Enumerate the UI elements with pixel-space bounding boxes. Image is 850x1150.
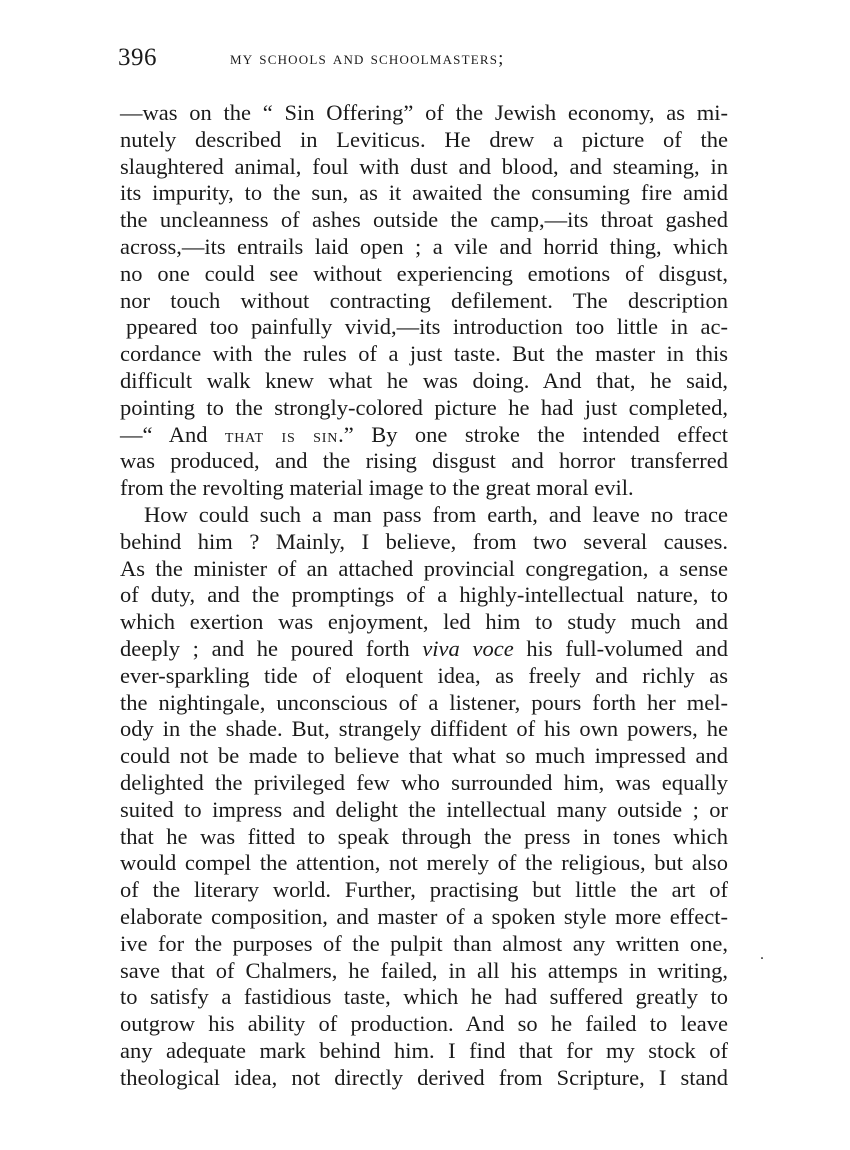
- line-text-end: .” By one stroke the intended effect: [338, 421, 728, 447]
- running-title: my schools and schoolmasters;: [230, 48, 505, 69]
- text-line: How could such a man pass from earth, and leave no trace: [144, 501, 728, 527]
- text-line: would compel the attention, not merely of the religious, but also: [120, 850, 728, 876]
- page-header: [118, 44, 728, 74]
- text-line: ody in the shade. But, strangely diffident of his own powers, he: [120, 716, 728, 742]
- text-line: to satisfy a fastidious taste, which he had suffered greatly to: [120, 984, 728, 1010]
- text-line: of the literary world. Further, practising but little the art of: [120, 877, 728, 903]
- italic-phrase: viva voce: [422, 635, 514, 661]
- text-line: slaughtered animal, foul with dust and blood, and steaming, in: [120, 153, 728, 179]
- small-caps-phrase: that is sin: [224, 424, 339, 447]
- text-line: from the revolting material image to the great moral evil.: [120, 475, 634, 501]
- text-line: no one could see without experiencing emotions of disgust,: [120, 260, 728, 286]
- line-text-start: deeply ; and he poured forth: [120, 635, 423, 661]
- text-line: save that of Chalmers, he failed, in all his attemps in writing,: [120, 957, 728, 983]
- text-line: across,—its entrails laid open ; a vile and horrid thing, which: [120, 233, 728, 259]
- text-line: elaborate composition, and master of a spoken style more effect-: [120, 903, 728, 929]
- body-text: [120, 100, 728, 1091]
- line-text-end: his full-volumed and: [513, 635, 728, 661]
- text-line: theological idea, not directly derived from Scripture, I stand: [120, 1064, 728, 1090]
- text-line: delighted the privileged few who surrounded him, was equally: [120, 769, 728, 795]
- text-line: its impurity, to the sun, as it awaited the consuming fire amid: [120, 180, 728, 206]
- text-line: ive for the purposes of the pulpit than almost any written one,: [120, 930, 728, 956]
- text-line: —was on the “ Sin Offering” of the Jewish economy, as mi-: [120, 100, 728, 125]
- text-line: [120, 636, 728, 663]
- text-line: ppeared too painfully vivid,—its introduction too little in ac-: [126, 314, 728, 340]
- text-line: the nightingale, unconscious of a listener, pours forth her mel-: [120, 689, 728, 715]
- text-line: any adequate mark behind him. I find that for my stock of: [120, 1037, 728, 1063]
- text-line: behind him ? Mainly, I believe, from two several causes.: [120, 528, 728, 554]
- text-line: nor touch without contracting defilement. The description: [120, 287, 728, 313]
- text-line: pointing to the strongly-colored picture he had just completed,: [120, 394, 728, 420]
- page-number: 396: [118, 44, 157, 71]
- text-line: nutely described in Leviticus. He drew a picture of the: [120, 126, 728, 152]
- text-line: was produced, and the rising disgust and horror transferred: [120, 448, 728, 474]
- text-line: could not be made to believe that what so much impressed and: [120, 743, 728, 769]
- text-line: difficult walk knew what he was doing. And that, he said,: [120, 367, 728, 393]
- text-line: As the minister of an attached provincial congregation, a sense: [120, 555, 728, 581]
- stray-ink-mark: .: [760, 946, 764, 963]
- line-text-start: —“ And: [120, 421, 225, 447]
- text-line: outgrow his ability of production. And so he failed to leave: [120, 1011, 728, 1037]
- text-line: that he was fitted to speak through the press in tones which: [120, 823, 728, 849]
- text-line: ever-sparkling tide of eloquent idea, as freely and richly as: [120, 662, 728, 688]
- text-line: of duty, and the promptings of a highly-intellectual nature, to: [120, 582, 728, 608]
- text-line: cordance with the rules of a just taste. But the master in this: [120, 341, 728, 367]
- text-line: [120, 422, 728, 449]
- text-line: the uncleanness of ashes outside the camp,—its throat gashed: [120, 207, 728, 233]
- text-line: suited to impress and delight the intellectual many outside ; or: [120, 796, 728, 822]
- text-line: which exertion was enjoyment, led him to study much and: [120, 609, 728, 635]
